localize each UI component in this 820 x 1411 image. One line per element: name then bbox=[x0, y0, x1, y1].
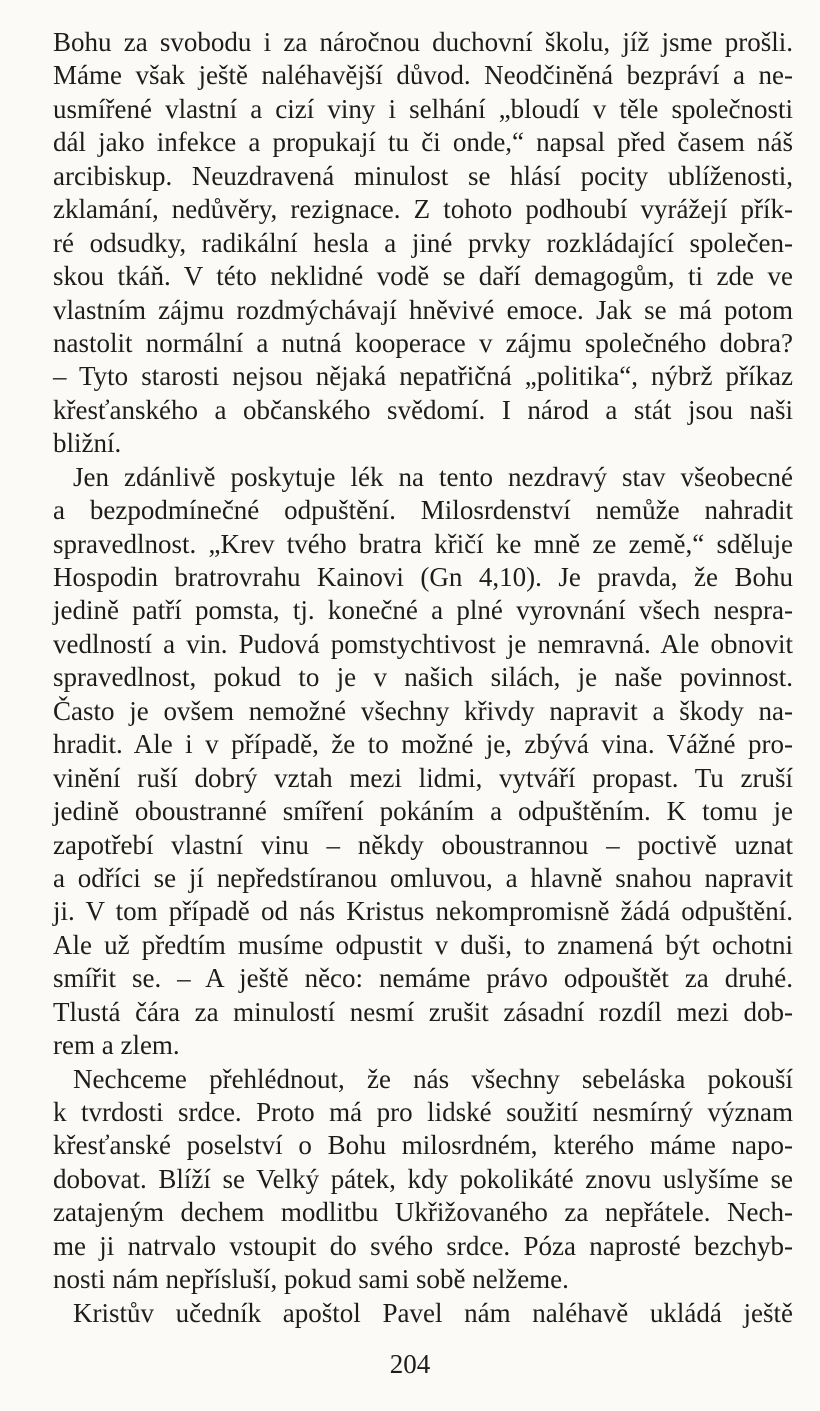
text-line: zatajeným dechem modlitbu Ukřižovaného za nepřátele. Nech- bbox=[53, 1197, 793, 1228]
text-line: jedině oboustranné smíření pokáním a odpuštěním. K tomu je bbox=[53, 796, 793, 827]
text-line: spravedlnost, pokud to je v našich silách, je naše povinnost. bbox=[53, 662, 793, 693]
text-line: Často je ovšem nemožné všechny křivdy napravit a škody na- bbox=[53, 695, 793, 726]
text-line: Jen zdánlivě poskytuje lék na tento nezdravý stav všeobecné bbox=[73, 461, 793, 492]
paragraph-3 bbox=[53, 1063, 793, 1297]
text-line: smířit se. – A ještě něco: nemáme právo odpouštět za druhé. bbox=[53, 963, 793, 994]
text-line: spravedlnost. „Krev tvého bratra křičí ke mně ze země,“ sděluje bbox=[53, 528, 793, 559]
text-line: dál jako infekce a propukají tu či onde,“ napsal před časem náš bbox=[53, 127, 793, 158]
text-line: jedině patří pomsta, tj. konečné a plné vyrovnání všech nespra- bbox=[53, 595, 793, 626]
paragraph-4 bbox=[53, 1297, 793, 1330]
text-line: zklamání, nedůvěry, rezignace. Z tohoto podhoubí vyrážejí přík- bbox=[53, 194, 793, 225]
text-line: nastolit normální a nutná kooperace v zájmu společného dobra? bbox=[53, 327, 793, 358]
text-line: rem a zlem. bbox=[53, 1030, 180, 1061]
text-line: zapotřebí vlastní vinu – někdy oboustrannou – poctivě uznat bbox=[53, 829, 793, 860]
text-line: me ji natrvalo vstoupit do svého srdce. Póza naprosté bezchyb- bbox=[53, 1230, 793, 1261]
text-line: Máme však ještě naléhavější důvod. Neodčiněná bezpráví a ne- bbox=[53, 60, 793, 91]
paragraph-2 bbox=[53, 461, 793, 1063]
text-line: hradit. Ale i v případě, že to možné je, zbývá vina. Vážné pro- bbox=[53, 729, 793, 760]
text-line: usmířené vlastní a cizí viny i selhání „bloudí v těle společnosti bbox=[53, 93, 793, 124]
text-line: Bohu za svobodu i za náročnou duchovní školu, jíž jsme prošli. bbox=[53, 27, 793, 57]
text-line: křesťanského a občanského svědomí. I národ a stát jsou naši bbox=[53, 394, 793, 425]
page-text bbox=[53, 26, 793, 1330]
text-line: ré odsudky, radikální hesla a jiné prvky rozkládající společen- bbox=[53, 227, 793, 258]
text-line: Hospodin bratrovrahu Kainovi (Gn 4,10). Je pravda, že Bohu bbox=[53, 562, 793, 592]
text-line: arcibiskup. Neuzdravená minulost se hlásí pocity ublíženosti, bbox=[53, 160, 793, 191]
text-line: k tvrdosti srdce. Proto má pro lidské soužití nesmírný význam bbox=[53, 1097, 793, 1127]
text-line: Kristův učedník apoštol Pavel nám naléhavě ukládá ještě bbox=[73, 1297, 793, 1328]
text-line: Tlustá čára za minulostí nesmí zrušit zásadní rozdíl mezi dob- bbox=[53, 996, 793, 1027]
text-line: dobovat. Blíží se Velký pátek, kdy pokolikáté znovu uslyšíme se bbox=[53, 1163, 793, 1194]
text-line: křesťanské poselství o Bohu milosrdném, kterého máme napo- bbox=[53, 1130, 793, 1161]
text-line: vlastním zájmu rozdmýchávají hněvivé emoce. Jak se má potom bbox=[53, 294, 793, 325]
page-number: 204 bbox=[389, 1349, 431, 1379]
text-line: vinění ruší dobrý vztah mezi lidmi, vytváří propast. Tu zruší bbox=[53, 762, 793, 793]
text-line: a odříci se jí nepředstíranou omluvou, a hlavně snahou napravit bbox=[53, 862, 793, 893]
text-line: – Tyto starosti nejsou nějaká nepatřičná „politika“, nýbrž příkaz bbox=[53, 361, 793, 392]
text-line: skou tkáň. V této neklidné vodě se daří demagogům, ti zde ve bbox=[53, 261, 793, 292]
text-line: a bezpodmínečné odpuštění. Milosrdenství nemůže nahradit bbox=[53, 495, 793, 526]
text-line: bližní. bbox=[53, 428, 122, 459]
text-line: Ale už předtím musíme odpustit v duši, to znamená být ochotni bbox=[53, 929, 793, 960]
text-line: vedlností a vin. Pudová pomstychtivost je nemravná. Ale obnovit bbox=[53, 628, 793, 659]
text-line: nosti nám nepřísluší, pokud sami sobě nelžeme. bbox=[53, 1264, 569, 1295]
text-line: ji. V tom případě od nás Kristus nekompromisně žádá odpuštění. bbox=[53, 896, 793, 927]
paragraph-1 bbox=[53, 26, 793, 461]
text-line: Nechceme přehlédnout, že nás všechny sebeláska pokouší bbox=[73, 1063, 793, 1094]
